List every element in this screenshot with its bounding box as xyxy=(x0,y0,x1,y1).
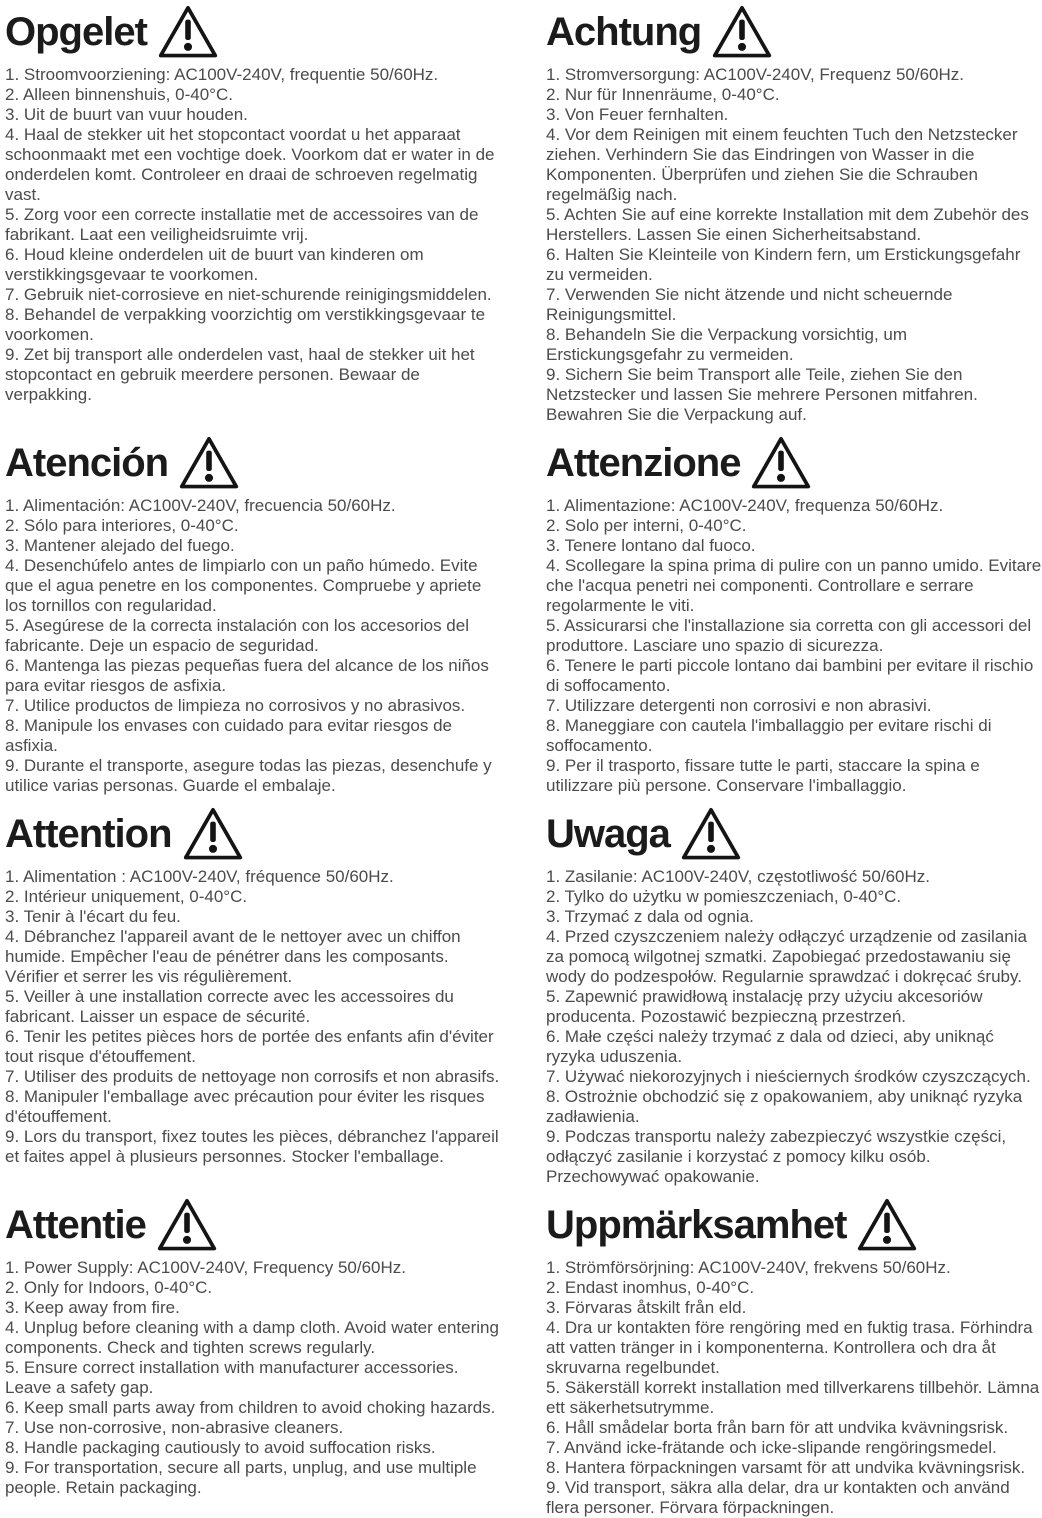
warning-item: 3. Von Feuer fernhalten. xyxy=(546,105,729,124)
section-header xyxy=(5,1197,502,1253)
warning-list xyxy=(5,65,502,405)
warning-item: 3. Mantener alejado del fuego. xyxy=(5,536,235,555)
warning-item: 4. Unplug before cleaning with a damp cloth. Avoid water entering components. Check and tighten screws regularly. xyxy=(5,1318,499,1357)
warning-item: 9. For transportation, secure all parts, unplug, and use multiple people. Retain packaging. xyxy=(5,1458,477,1497)
warning-item: 9. Vid transport, säkra alla delar, dra ur kontakten och använd flera personer. Förvara förpackningen. xyxy=(546,1478,1010,1517)
warning-item: 9. Zet bij transport alle onderdelen vast, haal de stekker uit het stopcontact en gebruik meerdere personen. Bewaar de verpakking. xyxy=(5,345,475,404)
warning-item: 9. Sichern Sie beim Transport alle Teile, ziehen Sie den Netzstecker und lassen Sie mehrere Personen mitfahren. Bewahren Sie die Verpackung auf. xyxy=(546,365,978,424)
warning-item: 7. Use non-corrosive, non-abrasive cleaners. xyxy=(5,1418,344,1437)
warning-item: 1. Zasilanie: AC100V-240V, częstotliwość 50/60Hz. xyxy=(546,867,930,886)
warning-item: 2. Sólo para interiores, 0-40°C. xyxy=(5,516,239,535)
warning-item: 4. Haal de stekker uit het stopcontact voordat u het apparaat schoonmaakt met een vochtige doek. Voorkom dat er water in de onderdelen komt. Controleer en draai de schroeven regelmatig vast. xyxy=(5,125,495,204)
warning-item: 6. Tenir les petites pièces hors de portée des enfants afin d'éviter tout risque d'étouffement. xyxy=(5,1027,494,1066)
warning-item: 5. Zorg voor een correcte installatie met de accessoires van de fabrikant. Laat een veiligheidsruimte vrij. xyxy=(5,205,479,244)
warning-item: 8. Behandeln Sie die Verpackung vorsichtig, um Erstickungsgefahr zu vermeiden. xyxy=(546,325,908,364)
warning-triangle-icon xyxy=(156,1197,218,1253)
section-title: Uppmärksamhet xyxy=(546,1203,847,1247)
warning-list xyxy=(546,65,1042,425)
warning-item: 3. Tenere lontano dal fuoco. xyxy=(546,536,756,555)
warning-item: 1. Stromversorgung: AC100V-240V, Frequenz 50/60Hz. xyxy=(546,65,965,84)
warning-item: 9. Durante el transporte, asegure todas las piezas, desenchufe y utilice varias personas. Guarde el embalaje. xyxy=(5,756,492,795)
warning-item: 1. Power Supply: AC100V-240V, Frequency 50/60Hz. xyxy=(5,1258,407,1277)
warning-item: 8. Ostrożnie obchodzić się z opakowaniem, aby uniknąć ryzyka zadławienia. xyxy=(546,1087,1023,1126)
section-attention xyxy=(5,806,502,1167)
warning-item: 6. Halten Sie Kleinteile von Kindern fern, um Erstickungsgefahr zu vermeiden. xyxy=(546,245,1021,284)
section-header xyxy=(546,435,1042,491)
warning-triangle-icon xyxy=(178,435,240,491)
warning-triangle-icon xyxy=(856,1197,918,1253)
warning-triangle-icon xyxy=(182,806,244,862)
warning-item: 8. Handle packaging cautiously to avoid suffocation risks. xyxy=(5,1438,436,1457)
warning-item: 3. Uit de buurt van vuur houden. xyxy=(5,105,248,124)
warning-item: 8. Hantera förpackningen varsamt för att undvika kvävningsrisk. xyxy=(546,1458,1026,1477)
warning-item: 4. Débranchez l'appareil avant de le nettoyer avec un chiffon humide. Empêcher l'eau de pénétrer dans les composants. Vérifier et serrer les vis régulièrement. xyxy=(5,927,461,986)
section-header xyxy=(546,806,1042,862)
section-title: Attention xyxy=(5,812,172,856)
warning-list xyxy=(5,867,502,1167)
section-uppmarksamhet xyxy=(546,1197,1042,1518)
section-atencion xyxy=(5,435,502,796)
warning-item: 5. Veiller à une installation correcte avec les accessoires du fabricant. Laisser un espace de sécurité. xyxy=(5,987,454,1026)
warning-item: 2. Intérieur uniquement, 0-40°C. xyxy=(5,887,248,906)
warning-item: 4. Vor dem Reinigen mit einem feuchten Tuch den Netzstecker ziehen. Verhindern Sie das Eindringen von Wasser in die Komponenten. Überprüfen und ziehen Sie die Schrauben regelmäßig nach. xyxy=(546,125,1018,204)
warning-item: 5. Zapewnić prawidłową instalację przy użyciu akcesoriów producenta. Pozostawić bezpieczną przestrzeń. xyxy=(546,987,983,1026)
warning-list xyxy=(5,496,502,796)
section-achtung xyxy=(546,4,1042,425)
warning-item: 8. Manipule los envases con cuidado para evitar riesgos de asfixia. xyxy=(5,716,452,755)
warning-item: 3. Trzymać z dala od ognia. xyxy=(546,907,754,926)
warning-item: 7. Utilice productos de limpieza no corrosivos y no abrasivos. xyxy=(5,696,466,715)
section-title: Attenzione xyxy=(546,441,741,485)
warning-item: 9. Podczas transportu należy zabezpieczyć wszystkie części, odłączyć zasilanie i korzystać z pomocy kilku osób. Przechowywać opakowanie. xyxy=(546,1127,1007,1186)
section-title: Uwaga xyxy=(546,812,670,856)
warning-item: 1. Strömförsörjning: AC100V-240V, frekvens 50/60Hz. xyxy=(546,1258,951,1277)
warning-item: 6. Mantenga las piezas pequeñas fuera del alcance de los niños para evitar riesgos de asfixia. xyxy=(5,656,489,695)
warning-item: 5. Assicurarsi che l'installazione sia corretta con gli accessori del produttore. Lasciare uno spazio di sicurezza. xyxy=(546,616,1032,655)
warning-item: 2. Endast inomhus, 0-40°C. xyxy=(546,1278,755,1297)
warning-item: 8. Maneggiare con cautela l'imballaggio per evitare rischi di soffocamento. xyxy=(546,716,992,755)
warning-item: 9. Per il trasporto, fissare tutte le parti, staccare la spina e utilizzare più persone. Conservare l'imballaggio. xyxy=(546,756,980,795)
warning-item: 6. Keep small parts away from children to avoid choking hazards. xyxy=(5,1398,496,1417)
warning-item: 6. Houd kleine onderdelen uit de buurt van kinderen om verstikkingsgevaar te voorkomen. xyxy=(5,245,424,284)
warning-item: 9. Lors du transport, fixez toutes les pièces, débranchez l'appareil et faites appel à plusieurs personnes. Stocker l'emballage. xyxy=(5,1127,499,1166)
warning-item: 7. Utiliser des produits de nettoyage non corrosifs et non abrasifs. xyxy=(5,1067,500,1086)
section-header xyxy=(5,435,502,491)
warning-item: 8. Behandel de verpakking voorzichtig om verstikkingsgevaar te voorkomen. xyxy=(5,305,486,344)
warning-list xyxy=(546,496,1042,796)
section-header xyxy=(5,806,502,862)
section-title: Achtung xyxy=(546,10,702,54)
warning-item: 8. Manipuler l'emballage avec précaution pour éviter les risques d'étouffement. xyxy=(5,1087,485,1126)
warning-triangle-icon xyxy=(157,4,219,60)
warning-item: 2. Alleen binnenshuis, 0-40°C. xyxy=(5,85,233,104)
section-opgelet xyxy=(5,4,502,405)
warning-list xyxy=(546,1258,1042,1518)
section-attenzione xyxy=(546,435,1042,796)
warning-item: 2. Nur für Innenräume, 0-40°C. xyxy=(546,85,780,104)
warning-list xyxy=(546,867,1042,1187)
warning-item: 6. Tenere le parti piccole lontano dai bambini per evitare il rischio di soffocamento. xyxy=(546,656,1034,695)
section-title: Atención xyxy=(5,441,169,485)
warning-item: 2. Tylko do użytku w pomieszczeniach, 0-40°C. xyxy=(546,887,902,906)
warning-item: 7. Använd icke-frätande och icke-slipande rengöringsmedel. xyxy=(546,1438,997,1457)
warning-item: 4. Desenchúfelo antes de limpiarlo con un paño húmedo. Evite que el agua penetre en los componentes. Compruebe y apriete los tornillos con regularidad. xyxy=(5,556,482,615)
warning-item: 5. Asegúrese de la correcta instalación con los accesorios del fabricante. Deje un espacio de seguridad. xyxy=(5,616,469,655)
warning-item: 4. Przed czyszczeniem należy odłączyć urządzenie od zasilania za pomocą wilgotnej szmatki. Zapobiegać przedostawaniu się wody do podzespołów. Regularnie sprawdzać i dokręcać śruby. xyxy=(546,927,1027,986)
warning-item: 4. Scollegare la spina prima di pulire con un panno umido. Evitare che l'acqua penetri nei componenti. Controllare e serrare regolarmente le viti. xyxy=(546,556,1042,615)
section-uwaga xyxy=(546,806,1042,1187)
warning-item: 7. Utilizzare detergenti non corrosivi e non abrasivi. xyxy=(546,696,932,715)
warning-item: 3. Keep away from fire. xyxy=(5,1298,180,1317)
warning-item: 7. Używać niekorozyjnych i nieściernych środków czyszczących. xyxy=(546,1067,1031,1086)
section-header xyxy=(5,4,502,60)
warning-item: 3. Tenir à l'écart du feu. xyxy=(5,907,181,926)
warning-item: 4. Dra ur kontakten före rengöring med en fuktig trasa. Förhindra att vatten tränger in i komponenterna. Kontrollera och dra åt skruvarna regelbundet. xyxy=(546,1318,1033,1377)
warning-triangle-icon xyxy=(680,806,742,862)
warning-item: 5. Säkerställ korrekt installation med tillverkarens tillbehör. Lämna ett säkerhetsutrymme. xyxy=(546,1378,1040,1417)
warning-item: 1. Alimentazione: AC100V-240V, frequenza 50/60Hz. xyxy=(546,496,944,515)
warning-item: 2. Solo per interni, 0-40°C. xyxy=(546,516,747,535)
warning-item: 6. Håll smådelar borta från barn för att undvika kvävningsrisk. xyxy=(546,1418,1009,1437)
warning-item: 3. Förvaras åtskilt från eld. xyxy=(546,1298,747,1317)
warning-item: 1. Alimentación: AC100V-240V, frecuencia 50/60Hz. xyxy=(5,496,396,515)
warning-item: 1. Stroomvoorziening: AC100V-240V, frequentie 50/60Hz. xyxy=(5,65,439,84)
warning-list xyxy=(5,1258,502,1498)
section-header xyxy=(546,1197,1042,1253)
warning-triangle-icon xyxy=(711,4,773,60)
section-attentie xyxy=(5,1197,502,1498)
warning-item: 5. Achten Sie auf eine korrekte Installation mit dem Zubehör des Herstellers. Lassen Sie einen Sicherheitsabstand. xyxy=(546,205,1029,244)
warning-item: 1. Alimentation : AC100V-240V, fréquence 50/60Hz. xyxy=(5,867,394,886)
warning-item: 7. Verwenden Sie nicht ätzende und nicht scheuernde Reinigungsmittel. xyxy=(546,285,953,324)
warning-item: 6. Małe części należy trzymać z dala od dzieci, aby uniknąć ryzyka uduszenia. xyxy=(546,1027,994,1066)
warning-item: 7. Gebruik niet-corrosieve en niet-schurende reinigingsmiddelen. xyxy=(5,285,492,304)
warning-item: 2. Only for Indoors, 0-40°C. xyxy=(5,1278,213,1297)
section-title: Opgelet xyxy=(5,10,147,54)
section-header xyxy=(546,4,1042,60)
warning-item: 5. Ensure correct installation with manufacturer accessories. Leave a safety gap. xyxy=(5,1358,459,1397)
section-title: Attentie xyxy=(5,1203,146,1247)
warning-triangle-icon xyxy=(750,435,812,491)
